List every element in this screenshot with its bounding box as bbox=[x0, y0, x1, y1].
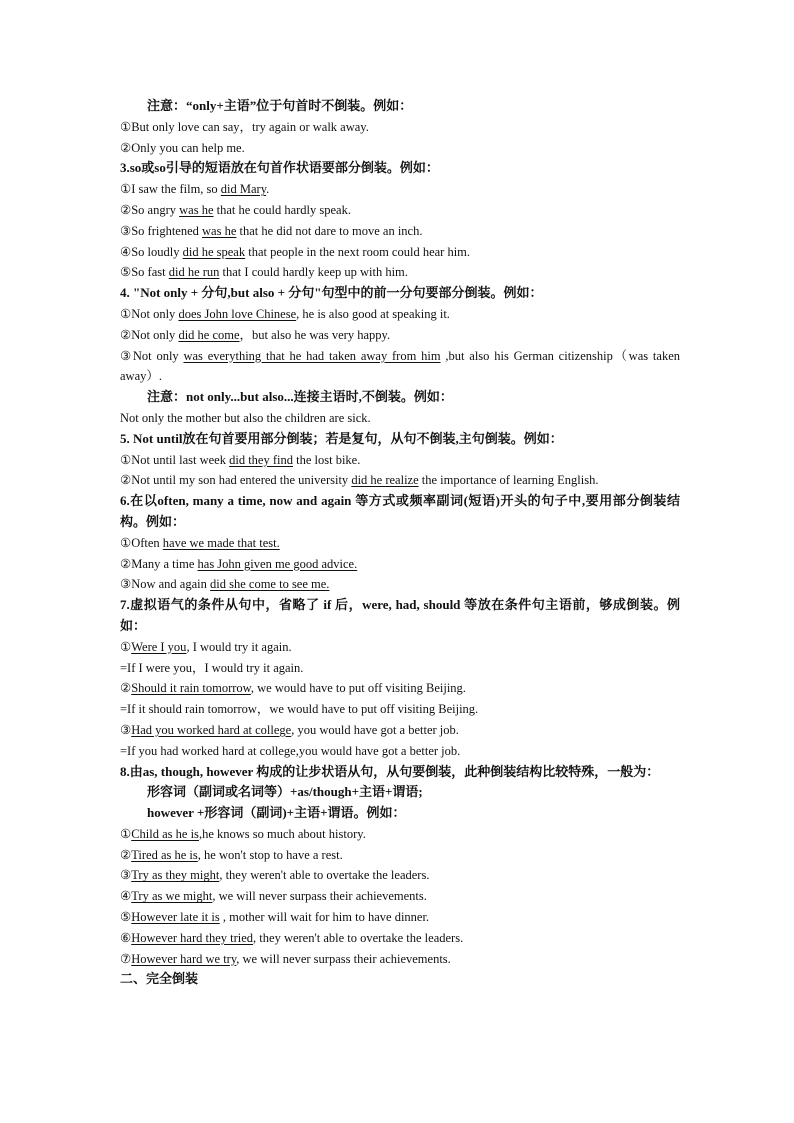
text-run: , he is also good at speaking it. bbox=[296, 306, 450, 321]
text-line bbox=[120, 470, 680, 491]
underlined-phrase: did she come to see me. bbox=[210, 577, 330, 592]
text-line bbox=[120, 699, 680, 720]
text-line bbox=[120, 138, 680, 159]
text-run: however +形容词（副词)+主语+谓语。例如： bbox=[147, 805, 406, 821]
underlined-phrase: However late it is bbox=[131, 910, 220, 925]
text-run: the lost bike. bbox=[293, 452, 361, 467]
text-line bbox=[120, 678, 680, 699]
text-run: Not only the mother but also the children are sick. bbox=[120, 410, 371, 425]
text-run: ①Often bbox=[120, 535, 163, 550]
text-run: ③ bbox=[120, 868, 132, 883]
heading-line bbox=[120, 969, 680, 990]
text-run: ②So angry bbox=[120, 202, 180, 217]
heading-line bbox=[120, 96, 680, 117]
text-run: ③ bbox=[120, 722, 132, 737]
text-line bbox=[120, 741, 680, 762]
underlined-phrase: does John love Chinese bbox=[178, 306, 297, 321]
underlined-phrase: Had you worked hard at college bbox=[131, 722, 292, 737]
text-run: ⑤So fast bbox=[120, 265, 169, 280]
text-line bbox=[120, 325, 680, 346]
heading-line bbox=[120, 158, 680, 179]
text-run: 8.由as, though, however 构成的让步状语从句，从句要倒装，此种倒装结构比较特殊，一般为： bbox=[120, 763, 660, 779]
text-line bbox=[120, 865, 680, 886]
heading-line bbox=[120, 595, 680, 637]
text-run: ②Many a time bbox=[120, 556, 198, 571]
text-run: ③Now and again bbox=[120, 577, 211, 592]
underlined-phrase: did he run bbox=[168, 265, 220, 280]
underlined-phrase: However hard they tried bbox=[131, 930, 254, 945]
text-run: 形容词（副词或名词等）+as/though+主语+谓语; bbox=[147, 784, 423, 800]
text-line bbox=[120, 408, 680, 429]
text-run: ② bbox=[120, 847, 132, 862]
text-run: =If I were you，I would try it again. bbox=[120, 660, 304, 675]
text-line bbox=[120, 637, 680, 658]
underlined-phrase: did he speak bbox=[182, 244, 246, 259]
text-run: , he won't stop to have a rest. bbox=[197, 847, 343, 862]
text-run: 4. "Not only + 分句,but also + 分句"句型中的前一分句要部分倒装。例如： bbox=[120, 285, 543, 301]
text-line bbox=[120, 554, 680, 575]
underlined-phrase: did he realize bbox=[351, 473, 419, 488]
underlined-phrase: Were I you bbox=[131, 639, 187, 654]
text-run: that he could hardly speak. bbox=[213, 202, 351, 217]
underlined-phrase: Tired as he is bbox=[131, 847, 198, 862]
underlined-phrase: was he bbox=[202, 223, 237, 238]
text-run: 注意：not only...but also...连接主语时,不倒装。例如： bbox=[147, 389, 453, 405]
text-run: 二、完全倒装 bbox=[120, 971, 199, 987]
heading-line bbox=[120, 762, 680, 783]
text-line bbox=[120, 262, 680, 283]
text-run: ①I saw the film, so bbox=[120, 182, 221, 197]
text-line bbox=[120, 574, 680, 595]
text-line bbox=[120, 845, 680, 866]
text-run: ,he knows so much about history. bbox=[198, 826, 366, 841]
underlined-phrase: was everything that he had taken away from him bbox=[183, 348, 441, 363]
text-run: 3.so或so引导的短语放在句首作状语要部分倒装。例如： bbox=[120, 160, 439, 176]
heading-line bbox=[120, 429, 680, 450]
underlined-phrase: has John given me good advice. bbox=[197, 556, 358, 571]
underlined-phrase: Try as they might bbox=[131, 868, 220, 883]
text-line bbox=[120, 304, 680, 325]
text-run: . bbox=[266, 182, 270, 197]
heading-line bbox=[120, 782, 680, 803]
text-run: ，but also he was very happy. bbox=[239, 327, 391, 342]
text-run: ③So frightened bbox=[120, 223, 203, 238]
text-run: ①But only love can say，try again or walk away. bbox=[120, 119, 369, 134]
text-run: the importance of learning English. bbox=[418, 473, 599, 488]
text-run: , they weren't able to overtake the leaders. bbox=[253, 930, 464, 945]
text-run: ②Not only bbox=[120, 327, 179, 342]
text-line bbox=[120, 658, 680, 679]
text-run: , I would try it again. bbox=[186, 639, 292, 654]
text-line bbox=[120, 928, 680, 949]
text-run: ④ bbox=[120, 889, 132, 904]
text-run: 注意：“only+主语”位于句首时不倒装。例如： bbox=[147, 98, 413, 113]
underlined-phrase: did they find bbox=[229, 452, 293, 467]
text-run: , they weren't able to overtake the leaders. bbox=[219, 868, 430, 883]
heading-line bbox=[120, 803, 680, 824]
text-line bbox=[120, 450, 680, 471]
text-run: 5. Not until放在句首要用部分倒装；若是复句，从句不倒装,主句倒装。例如： bbox=[120, 430, 563, 446]
text-run: , we will never surpass their achievements. bbox=[212, 889, 427, 904]
text-run: , we would have to put off visiting Beijing. bbox=[250, 681, 466, 696]
text-line bbox=[120, 179, 680, 200]
underlined-phrase: Try as we might bbox=[131, 889, 213, 904]
text-line bbox=[120, 221, 680, 242]
text-line bbox=[120, 824, 680, 845]
heading-line bbox=[120, 387, 680, 408]
text-run: ① bbox=[120, 639, 132, 654]
heading-line bbox=[120, 491, 680, 533]
text-line bbox=[120, 242, 680, 263]
underlined-phrase: Should it rain tomorrow bbox=[131, 681, 251, 696]
text-line bbox=[120, 200, 680, 221]
underlined-phrase: did Mary bbox=[220, 182, 267, 197]
text-run: =If it should rain tomorrow，we would have to put off visiting Beijing. bbox=[120, 702, 479, 717]
text-line bbox=[120, 346, 680, 388]
text-line bbox=[120, 907, 680, 928]
text-run: ② bbox=[120, 681, 132, 696]
text-line bbox=[120, 117, 680, 138]
text-run: ⑦ bbox=[120, 951, 132, 966]
text-line bbox=[120, 949, 680, 970]
heading-line bbox=[120, 283, 680, 304]
underlined-phrase: have we made that test. bbox=[162, 535, 280, 550]
text-run: , we will never surpass their achievements. bbox=[236, 951, 451, 966]
text-run: 6.在以often, many a time, now and again 等方式或频率副词(短语)开头的句子中,要用部分倒装结构。例如： bbox=[120, 493, 680, 529]
text-line bbox=[120, 886, 680, 907]
document-body bbox=[120, 96, 680, 990]
underlined-phrase: did he come bbox=[178, 327, 240, 342]
text-run: ①Not only bbox=[120, 306, 179, 321]
text-line bbox=[120, 720, 680, 741]
underlined-phrase: was he bbox=[179, 202, 214, 217]
text-run: ②Only you can help me. bbox=[120, 140, 245, 155]
text-run: that I could hardly keep up with him. bbox=[219, 265, 408, 280]
text-run: ③Not only bbox=[120, 348, 184, 363]
text-run: , you would have got a better job. bbox=[291, 722, 459, 737]
text-run: ⑤ bbox=[120, 910, 132, 925]
text-run: that he did not dare to move an inch. bbox=[236, 223, 423, 238]
text-run: ⑥ bbox=[120, 930, 132, 945]
underlined-phrase: However hard we try bbox=[131, 951, 237, 966]
text-run: ,but also his German citizenship（was taken away）. bbox=[120, 348, 680, 384]
text-run: ④So loudly bbox=[120, 244, 183, 259]
text-run: , mother will wait for him to have dinner. bbox=[219, 910, 430, 925]
text-run: 7.虚拟语气的条件从句中，省略了 if 后，were, had, should 等放在条件句主语前，够成倒装。例如： bbox=[120, 597, 680, 633]
text-run: ①Not until last week bbox=[120, 452, 230, 467]
text-run: =If you had worked hard at college,you would have got a better job. bbox=[120, 743, 461, 758]
text-run: that people in the next room could hear him. bbox=[245, 244, 471, 259]
text-line bbox=[120, 533, 680, 554]
text-run: ① bbox=[120, 826, 132, 841]
underlined-phrase: Child as he is bbox=[131, 826, 199, 841]
text-run: ②Not until my son had entered the university bbox=[120, 473, 352, 488]
